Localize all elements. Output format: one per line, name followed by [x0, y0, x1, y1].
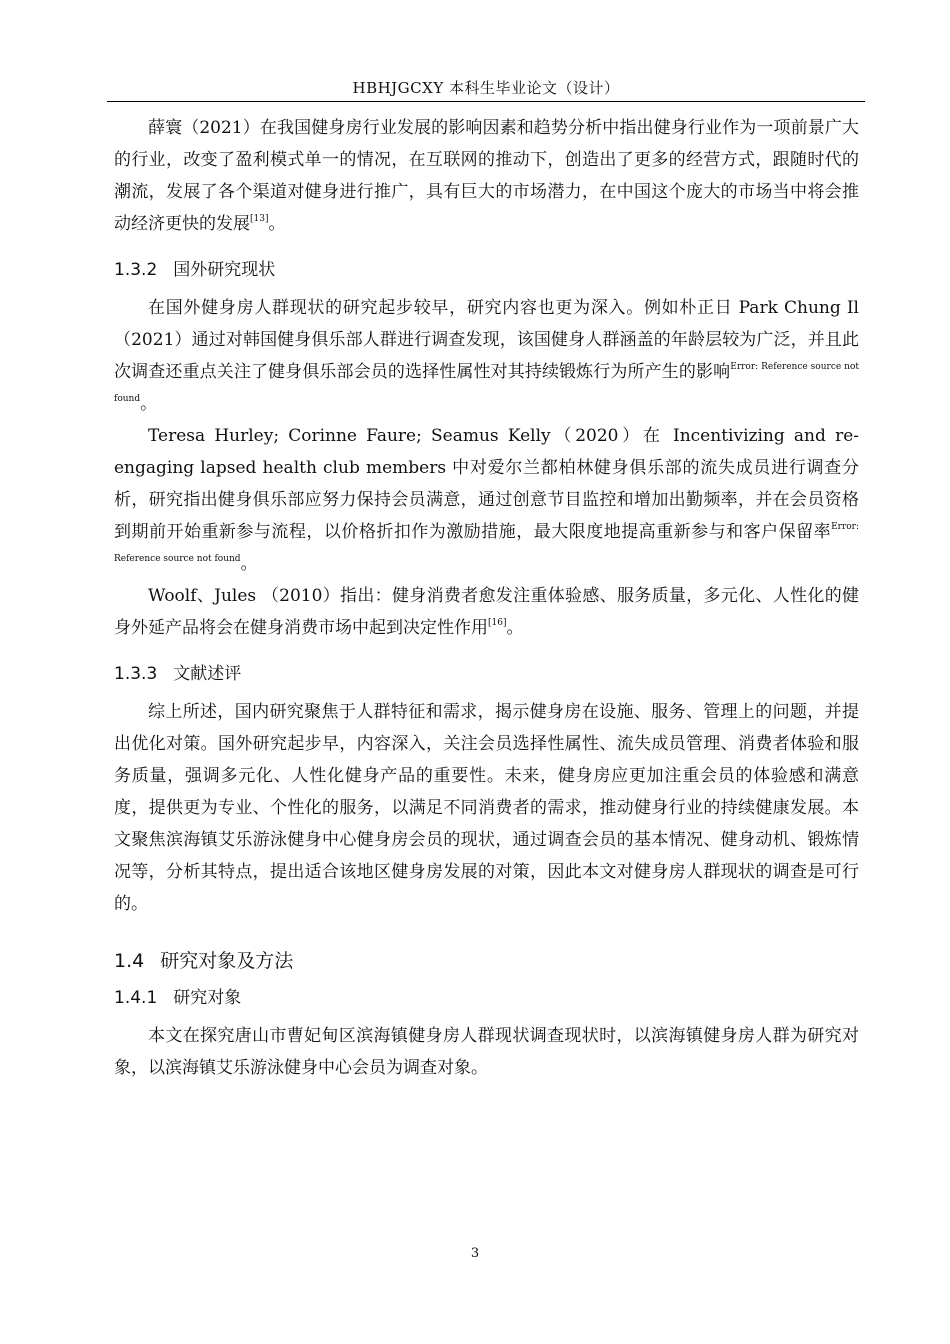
heading-1-3-3	[114, 662, 859, 686]
paragraph-research-object: 本文在探究唐山市曹妃甸区滨海镇健身房人群现状调查现状时，以滨海镇健身房人群为研究对象，以滨海镇艾乐游泳健身中心会员为调查对象。	[114, 1026, 859, 1078]
citation: Error: Reference source not found	[114, 522, 859, 564]
header-rule	[107, 101, 865, 102]
paragraph-teresa-hurley	[114, 420, 859, 580]
citation: [13]	[250, 214, 269, 224]
heading-1-3-2	[114, 258, 859, 282]
citation: [16]	[488, 618, 507, 628]
heading-title: 研究对象	[173, 988, 242, 1008]
heading-title: 文献述评	[173, 664, 242, 684]
page-body	[114, 112, 859, 1084]
heading-title: 国外研究现状	[173, 260, 276, 280]
paragraph-end: 。	[240, 554, 258, 574]
heading-number: 1.4.1	[114, 988, 158, 1008]
paragraph-text: 在国外健身房人群现状的研究起步较早，研究内容也更为深入。例如朴正日 Park Chung Il（2021）通过对韩国健身俱乐部人群进行调查发现，该国健身人群涵盖的年龄层较为广泛，并且此次调查还重点关注了健身俱乐部会员的选择性属性对其持续锻炼行为所产生的影响	[114, 298, 859, 382]
paragraph-end: 。	[140, 394, 158, 414]
paragraph-woolf-jules	[114, 580, 859, 644]
paragraph-literature-review: 综上所述，国内研究聚焦于人群特征和需求，揭示健身房在设施、服务、管理上的问题，并提出优化对策。国外研究起步早，内容深入，关注会员选择性属性、流失成员管理、消费者体验和服务质量，强调多元化、人性化健身产品的重要性。未来，健身房应更加注重会员的体验感和满意度，提供更为专业、个性化的服务，以满足不同消费者的需求，推动健身行业的持续健康发展。本文聚焦滨海镇艾乐游泳健身中心健身房会员的现状，通过调查会员的基本情况、健身动机、锻炼情况等，分析其特点，提出适合该地区健身房发展的对策，因此本文对健身房人群现状的调查是可行的。	[114, 702, 859, 914]
heading-number: 1.3.2	[114, 260, 158, 280]
paragraph-end: 。	[506, 618, 524, 638]
paragraph-text: Teresa Hurley; Corinne Faure; Seamus Kelly（2020）在 Incentivizing and re-engaging lapsed health club members 中对爱尔兰都柏林健身俱乐部的流失成员进行调查分析，研究指出健身俱乐部应努力保持会员满意，通过创意节目监控和增加出勤频率，并在会员资格到期前开始重新参与流程，以价格折扣作为激励措施，最大限度地提高重新参与和客户保留率	[114, 426, 859, 542]
citation: Error: Reference source not found	[114, 362, 859, 404]
heading-number: 1.4	[114, 950, 145, 972]
paragraph-text: Woolf、Jules （2010）指出：健身消费者愈发注重体验感、服务质量，多元化、人性化的健身外延产品将会在健身消费市场中起到决定性作用	[114, 586, 859, 638]
paragraph-park-chung-il	[114, 292, 859, 420]
heading-number: 1.3.3	[114, 664, 158, 684]
heading-title: 研究对象及方法	[160, 950, 294, 972]
heading-1-4	[114, 948, 859, 974]
paragraph-text: 薛寰（2021）在我国健身房行业发展的影响因素和趋势分析中指出健身行业作为一项前景广大的行业，改变了盈利模式单一的情况，在互联网的推动下，创造出了更多的经营方式，跟随时代的潮流，发展了各个渠道对健身进行推广，具有巨大的市场潜力，在中国这个庞大的市场当中将会推动经济更快的发展	[114, 118, 859, 234]
heading-1-4-1	[114, 986, 859, 1010]
paragraph-end: 。	[268, 214, 286, 234]
page-header: HBHJGCXY 本科生毕业论文（设计）	[352, 79, 620, 97]
page-number: 3	[470, 1246, 480, 1261]
paragraph-xue-huan	[114, 112, 859, 240]
